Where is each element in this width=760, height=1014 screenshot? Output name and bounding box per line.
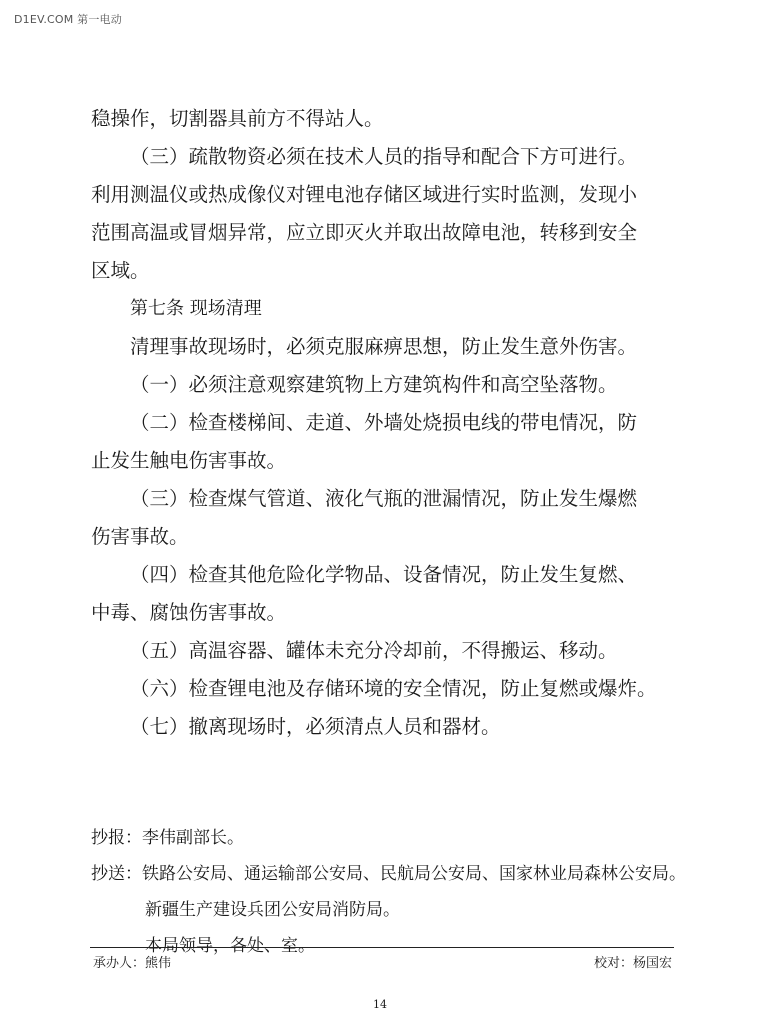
- cc-send: 抄送：铁路公安局、通运输部公安局、民航局公安局、国家林业局森林公安局。: [91, 864, 686, 884]
- body-line: （三）检查煤气管道、液化气瓶的泄漏情况，防止发生爆燃: [130, 487, 638, 510]
- body-line: 利用测温仪或热成像仪对锂电池存储区域进行实时监测，发现小: [91, 183, 638, 206]
- body-line: 中毒、腐蚀伤害事故。: [91, 601, 287, 624]
- body-line: 伤害事故。: [91, 525, 189, 548]
- footer-handler: 承办人：熊伟: [93, 956, 172, 971]
- body-line: 止发生触电伤害事故。: [91, 449, 287, 472]
- cc-send-continued: 新疆生产建设兵团公安局消防局。: [145, 900, 400, 920]
- section-heading: 第七条 现场清理: [130, 298, 262, 319]
- body-line: （二）检查楼梯间、走道、外墙处烧损电线的带电情况，防: [130, 411, 638, 434]
- body-line: （一）必须注意观察建筑物上方建筑构件和高空坠落物。: [130, 373, 618, 396]
- cc-report: 抄报：李伟副部长。: [91, 828, 244, 848]
- distribution-block: [91, 820, 691, 964]
- page-number: 14: [373, 998, 387, 1011]
- footer-proofreader: 校对：杨国宏: [593, 956, 672, 971]
- body-line: 区域。: [91, 259, 150, 282]
- footer-divider: [90, 947, 674, 948]
- body-line: 稳操作，切割器具前方不得站人。: [91, 107, 384, 130]
- watermark: D1EV.COM 第一电动: [14, 13, 122, 26]
- body-line: 范围高温或冒烟异常，应立即灭火并取出故障电池，转移到安全: [91, 221, 638, 244]
- body-line: （六）检查锂电池及存储环境的安全情况，防止复燃或爆炸。: [130, 677, 657, 700]
- document-body: [91, 100, 681, 746]
- body-line: （五）高温容器、罐体未充分冷却前，不得搬运、移动。: [130, 639, 618, 662]
- body-line: （三）疏散物资必须在技术人员的指导和配合下方可进行。: [130, 145, 638, 168]
- cc-send-continued: 本局领导，各处、室。: [145, 936, 315, 956]
- body-line: 清理事故现场时，必须克服麻痹思想，防止发生意外伤害。: [130, 335, 638, 358]
- body-line: （七）撤离现场时，必须清点人员和器材。: [130, 715, 501, 738]
- body-line: （四）检查其他危险化学物品、设备情况，防止发生复燃、: [130, 563, 638, 586]
